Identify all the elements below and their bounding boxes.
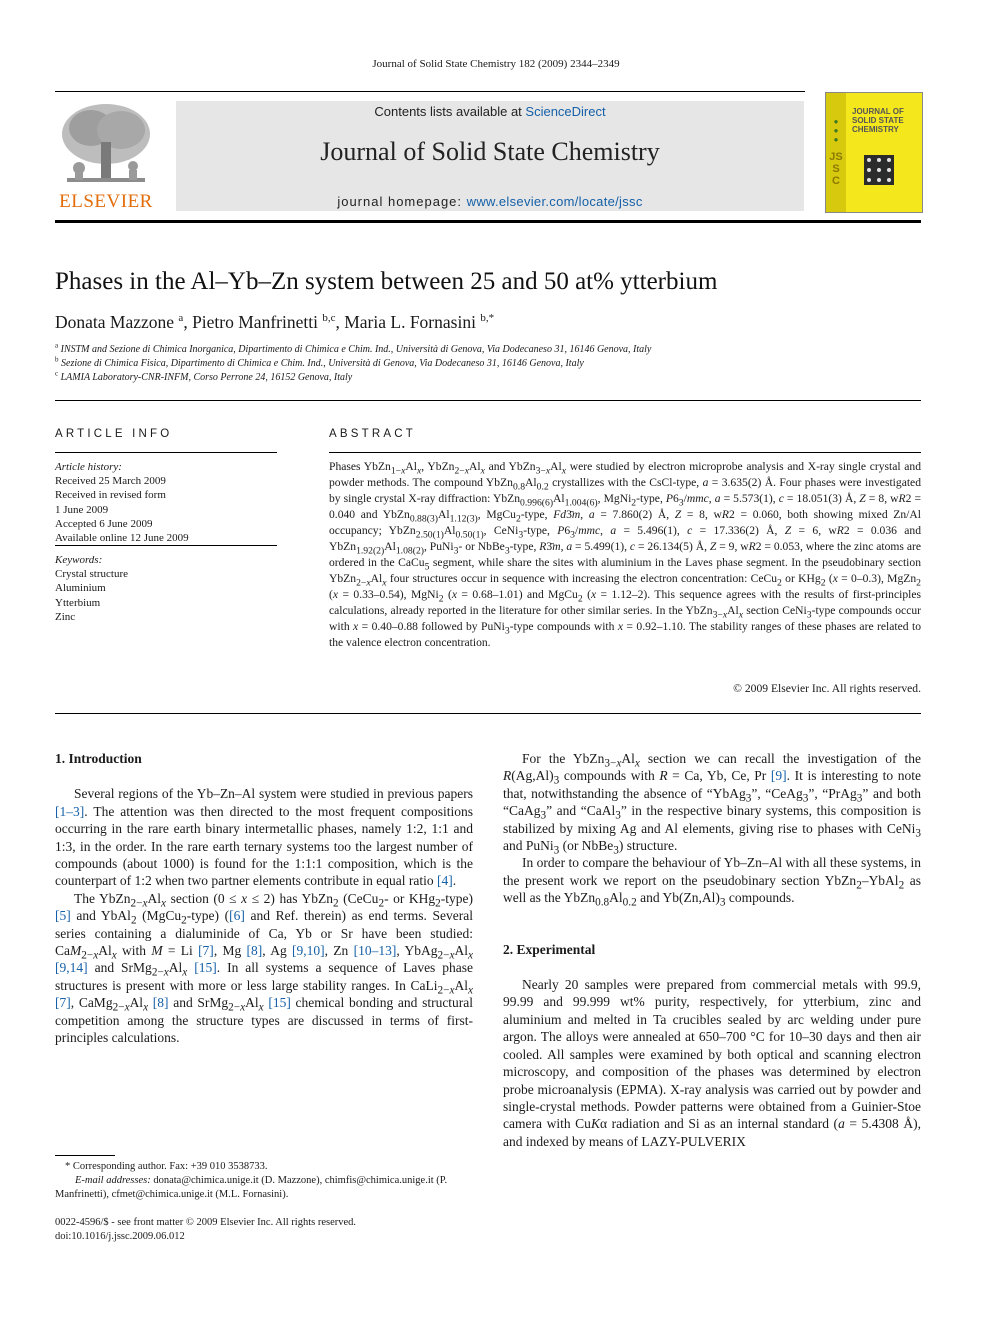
citation-link[interactable]: [9,14] bbox=[55, 960, 88, 976]
cover-crystal-icon bbox=[864, 155, 894, 185]
header-rule bbox=[55, 220, 921, 223]
author-affiliation-mark: a bbox=[178, 312, 184, 325]
elsevier-tree-icon bbox=[55, 98, 157, 190]
keywords bbox=[55, 553, 277, 624]
email-list[interactable]: donata@chimica.unige.it (D. Mazzone), chimfis@chimica.unige.it (P. Manfrinetti), cfmet@chimica.unige.it (M.L. Fornasini). bbox=[55, 1175, 448, 1200]
body-column-right bbox=[503, 750, 921, 1150]
affiliation-mark: b bbox=[55, 355, 59, 364]
abstract-end-rule bbox=[55, 713, 921, 714]
cover-ornament-icon: ● ● ● bbox=[833, 117, 839, 144]
affiliation bbox=[55, 341, 652, 355]
citation-link[interactable]: [6] bbox=[229, 908, 245, 924]
article-history bbox=[55, 460, 277, 545]
email-label: E-mail addresses: bbox=[75, 1175, 151, 1186]
keywords-rule bbox=[55, 545, 277, 546]
body-paragraph: Nearly 20 samples were prepared from commercial metals with 99.9, 99.99 and 99.999 wt% purity, respectively, for ytterbium, zinc and aluminium and melted in Ta crucibles sealed by arc welding under pure argon. The alloys were annealed at 650–700 °C for 10–30 days and then air cooled. All samples were examined by both optical and scanning electron microscopy, and composition of the phases was determined by electron probe microanalysis (EPMA). X-ray analysis was carried out by powder and single-crystal methods. Powder patterns were obtained from a Guinier-Stoe camera with CuKα radiation and Si as an internal standard (a = 5.4308 Å), and indexed by means of LAZY-PULVERIX bbox=[503, 977, 921, 1149]
keyword[interactable]: Zinc bbox=[55, 610, 76, 623]
citation-link[interactable]: [5] bbox=[55, 908, 71, 924]
keyword[interactable]: Crystal structure bbox=[55, 568, 129, 581]
footnote-rule bbox=[55, 1155, 115, 1156]
section-heading-experimental: 2. Experimental bbox=[503, 941, 596, 957]
corresponding-author-note: * Corresponding author. Fax: +39 010 3538733. bbox=[65, 1161, 268, 1172]
author-name[interactable]: Donata Mazzone bbox=[55, 312, 175, 332]
body-paragraph: In order to compare the behaviour of Yb–Zn–Al with all these systems, in the present work we report on the pseudobinary section YbZn$_2$–YbAl$_2$ as well as the $YbZn_{0.8}Al_{0.2}$ and $Yb(Zn,Al)_3$ compounds. bbox=[503, 855, 921, 909]
affiliation-text: LAMIA Laboratory-CNR-INFM, Corso Perrone 24, 16152 Genova, Italy bbox=[60, 372, 353, 383]
abstract-rule bbox=[329, 452, 921, 453]
affiliation-mark: c bbox=[55, 369, 59, 378]
body-paragraph: The $YbZn_{2-x}Al_x$ section (0 ≤ x ≤ 2) has YbZn$_2$ (CeCu$_2$- or KHg$_2$-type) [5] and YbAl$_2$ (MgCu$_2$-type) ([6] and Ref. therein) as end terms. Several series containing a dialuminide of Ca, Yb or Sr have been studied: $CaM_{2-x}Al_x$ with M = Li [7], Mg [8], Ag [9,10], Zn [10–13], $YbAg_{2-x}Al_x$ [9,14] and $SrMg_{2-x}Al_x$ [15]. In all systems a sequence of Laves phase structures is present with more or less large stability ranges. In $CaLi_{2-x}Al_x$ [7], $CaMg_{2-x}Al_x$ [8] and $SrMg_{2-x}Al_x$ [15] chemical bonding and structural competition among the structure types are discussed in terms of first-principles calculations. bbox=[55, 890, 474, 1046]
citation-link[interactable]: [7] bbox=[198, 943, 214, 959]
body-paragraph: Several regions of the Yb–Zn–Al system were studied in previous papers [1–3]. The attention was then directed to the most frequent compositions occurring in the rare earth binary intermetallic phases, namely 1:2, 1:1 and 1:3, in the order. In the rare earth ternary systems too the largest number of compounds (about 1000) is found for the 1:1:1 composition, which is the counterpart of 1:2 when two partner elements contribute in equal ratio [4]. bbox=[55, 786, 473, 889]
keywords-label: Keywords: bbox=[55, 554, 103, 566]
citation-link[interactable]: [9] bbox=[770, 768, 787, 784]
citation-link[interactable]: [9,10] bbox=[292, 943, 325, 959]
contents-prefix: Contents lists available at bbox=[374, 104, 526, 119]
journal-banner bbox=[176, 101, 804, 211]
body-column-left bbox=[55, 750, 473, 1047]
email-addresses bbox=[55, 1174, 473, 1202]
affiliation-text: INSTM and Sezione di Chimica Inorganica, Dipartimento di Chimica e Chim. Ind., Università di Genova, Via Dodecaneso 31, 16146 Genova, Italy bbox=[60, 344, 652, 355]
elsevier-wordmark: ELSEVIER bbox=[59, 191, 153, 212]
article-info-rule bbox=[55, 452, 277, 453]
journal-reference: Journal of Solid State Chemistry 182 (2009) 2344–2349 bbox=[372, 58, 620, 70]
citation-link[interactable]: [10–13] bbox=[353, 943, 397, 959]
citation-link[interactable]: [7] bbox=[55, 995, 71, 1011]
homepage-link[interactable]: www.elsevier.com/locate/jssc bbox=[466, 194, 643, 209]
history-item: Received in revised form bbox=[55, 489, 166, 502]
author-list: Donata Mazzone $^a$, Pietro Manfrinetti $^{b,c}$, Maria L. Fornasini $^{b,*}$ bbox=[55, 312, 495, 332]
affiliation-mark: a bbox=[55, 341, 59, 350]
history-item: Available online 12 June 2009 bbox=[55, 532, 189, 545]
history-label: Article history: bbox=[55, 461, 122, 473]
article-info-heading: ARTICLE INFO bbox=[55, 428, 173, 440]
keyword[interactable]: Ytterbium bbox=[55, 596, 101, 609]
sciencedirect-link[interactable]: ScienceDirect bbox=[525, 104, 606, 119]
front-matter-info bbox=[55, 1216, 473, 1244]
citation-link[interactable]: [4] bbox=[437, 873, 453, 889]
contents-line bbox=[176, 104, 804, 119]
cover-title: JOURNAL OF SOLID STATE CHEMISTRY bbox=[852, 107, 904, 134]
history-item: Accepted 6 June 2009 bbox=[55, 517, 153, 530]
abstract-text: Phases $YbZn_{1-x}Al_x$, $YbZn_{2-x}Al_x$ and $YbZn_{3-x}Al_x$ were studied by electron microprobe analysis and X-ray single crystal and powder methods. The compound $YbZn_{0.8}Al_{0.2}$ crystallizes with the CsCl-type, a = 3.635(2) Å. Four phases were investigated by single crystal X-ray diffraction: $YbZn_{0.996(6)}Al_{1.004(6)}$, MgNi$_2$-type, $P6_3$/mmc, a = 5.573(1), c = 18.051(3) Å, Z = 8, wR2 = 0.040 and $YbZn_{0.88(3)}Al_{1.12(3)}$, MgCu$_2$-type, Fd3̄m, a = 7.860(2) Å, Z = 8, wR2 = 0.060, both showing mixed Zn/Al occupancy; $YbZn_{2.50(1)}Al_{0.50(1)}$, CeNi$_3$-type, $P6_3$/mmc, a = 5.496(1), c = 17.336(2) Å, Z = 6, wR2 = 0.036 and $YbZn_{1.92(2)}Al_{1.08(2)}$, PuNi$_3$- or NbBe$_3$-type, R3̄m, a = 5.499(1), c = 26.134(5) Å, Z = 9, wR2 = 0.053, where the zinc atoms are ordered in the CaCu$_5$ segment, while share the sites with aluminium in the Laves phase segment. In the pseudobinary section $YbZn_{2-x}Al_x$ four structures occur in sequence with increasing the electron concentration: CeCu$_2$ or KHg$_2$ (x = 0–0.3), MgZn$_2$ (x = 0.33–0.54), MgNi$_2$ (x = 0.68–1.01) and MgCu$_2$ (x = 1.12–2). This sequence agrees with the results of first-principles calculations, already reported in the literature for other similar series. In the $YbZn_{3-x}Al_x$ section CeNi$_3$-type compounds occur with x = 0.40–0.88 followed by PuNi$_3$-type compounds with x = 0.92–1.10. The stability ranges of these phases are related to the valence electron concentration. bbox=[329, 460, 922, 649]
abstract-copyright: © 2009 Elsevier Inc. All rights reserved. bbox=[733, 682, 921, 695]
cover-abbrev: JSSC bbox=[829, 151, 843, 187]
author-name[interactable]: Pietro Manfrinetti bbox=[192, 312, 318, 332]
homepage-prefix: journal homepage: bbox=[337, 194, 467, 209]
keyword[interactable]: Aluminium bbox=[55, 582, 106, 595]
abstract-heading: ABSTRACT bbox=[329, 428, 416, 440]
affiliation-rule bbox=[55, 400, 921, 401]
affiliation bbox=[55, 369, 353, 383]
journal-cover-thumbnail[interactable] bbox=[825, 92, 923, 213]
history-item: Received 25 March 2009 bbox=[55, 475, 166, 488]
homepage-line bbox=[176, 194, 804, 209]
affiliation bbox=[55, 355, 584, 369]
journal-title: Journal of Solid State Chemistry bbox=[320, 137, 660, 166]
issn-line: 0022-4596/$ - see front matter © 2009 Elsevier Inc. All rights reserved. bbox=[55, 1217, 357, 1228]
citation-link[interactable]: [15] bbox=[194, 960, 217, 976]
author-name[interactable]: Maria L. Fornasini bbox=[344, 312, 476, 332]
body-paragraph: For the $YbZn_{3-x}Al_x$ section we can recall the investigation of the $R(Ag,Al)_3$ compounds with R = Ca, Yb, Ce, Pr [9]. It is interesting to note that, notwithstanding the absence of “YbAg$_3$”, “CeAg$_3$”, “PrAg$_3$” and both “CaAg$_3$” and “CaAl$_3$” in the respective binary systems, this composition is stabilized by mixing Ag and Al elements, giving rise to phases with CeNi$_3$ and PuNi$_3$ (or NbBe$_3$) structure. bbox=[503, 751, 922, 857]
citation-link[interactable]: [1–3] bbox=[55, 803, 85, 819]
section-heading-introduction: 1. Introduction bbox=[55, 751, 142, 766]
author-affiliation-mark: b,c bbox=[322, 312, 336, 325]
citation-link[interactable]: [15] bbox=[268, 995, 291, 1011]
citation-link[interactable]: [8] bbox=[246, 943, 263, 959]
affiliation-text: Sezione di Chimica Fisica, Dipartimento di Chimica e Chim. Ind., Università di Genova, Via Dodecaneso 31, 16146 Genova, Italy bbox=[61, 358, 584, 369]
citation-link[interactable]: [8] bbox=[152, 995, 169, 1011]
footnote bbox=[55, 1160, 473, 1202]
elsevier-logo[interactable] bbox=[55, 98, 157, 212]
article-title: Phases in the Al–Yb–Zn system between 25 and 50 at% ytterbium bbox=[55, 268, 718, 295]
doi-line[interactable]: doi:10.1016/j.jssc.2009.06.012 bbox=[55, 1231, 185, 1242]
history-item: 1 June 2009 bbox=[55, 503, 109, 516]
author-affiliation-mark: b,* bbox=[480, 312, 495, 325]
